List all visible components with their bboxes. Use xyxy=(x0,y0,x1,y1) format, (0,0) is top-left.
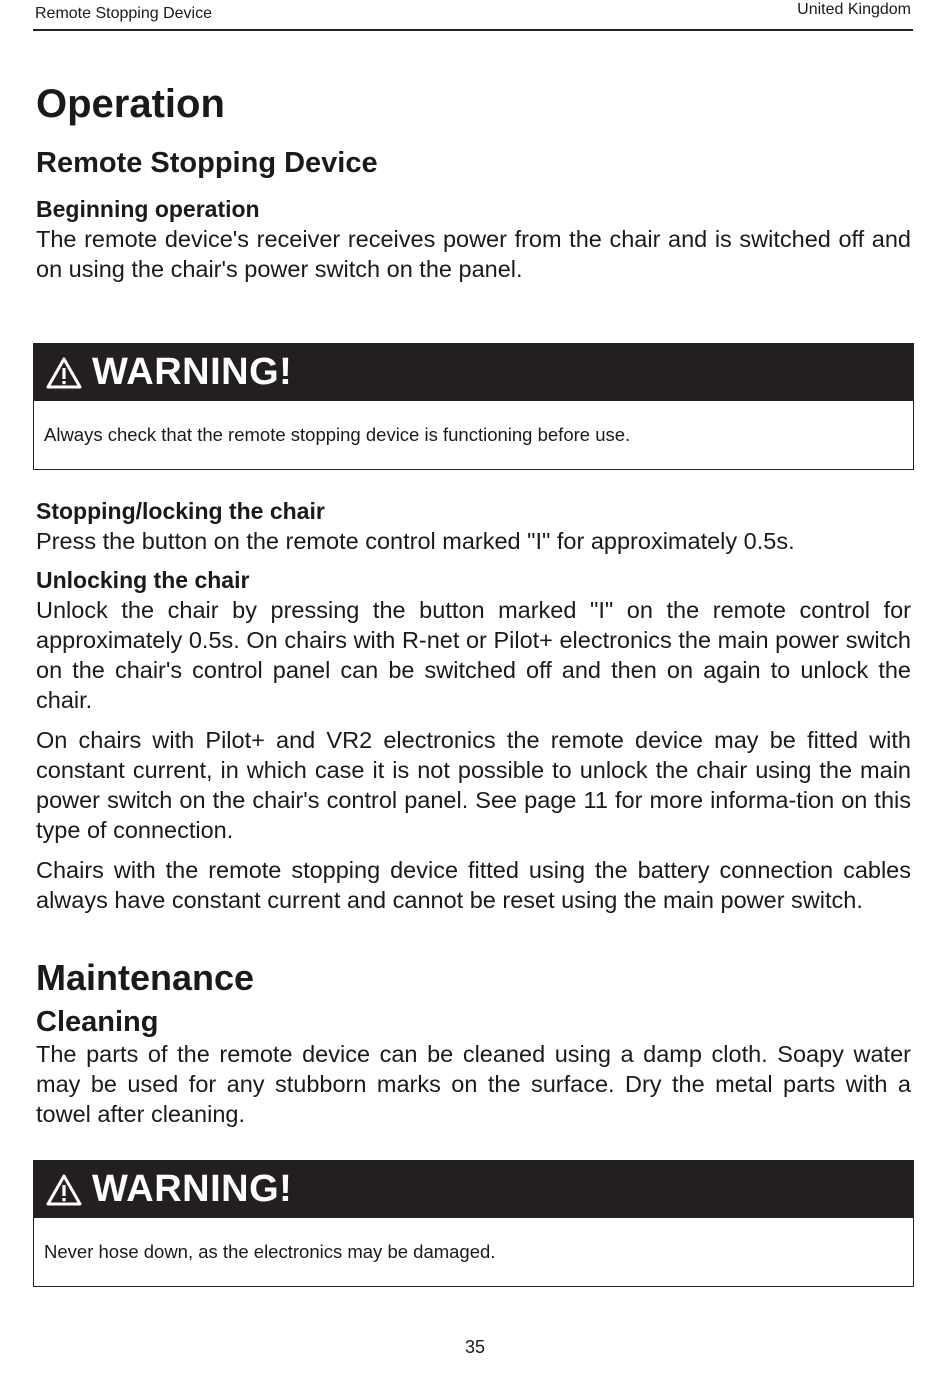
paragraph-stopping-locking: Press the button on the remote control marked "I" for approximately 0.5s. xyxy=(36,528,795,554)
page-header xyxy=(33,0,913,31)
paragraph-unlocking-3: Chairs with the remote stopping device fitted using the battery connection cables always have constant current and cannot be reset using the main power switch. xyxy=(36,857,911,913)
header-section-title: Remote Stopping Device xyxy=(35,5,212,22)
subsection-title-remote-stopping-device: Remote Stopping Device xyxy=(36,147,378,179)
warning-header xyxy=(34,1161,913,1218)
page-number: 35 xyxy=(464,1337,486,1357)
header-region: United Kingdom xyxy=(797,1,911,18)
heading-cleaning: Cleaning xyxy=(36,1006,159,1038)
warning-box-hose-down xyxy=(33,1160,914,1287)
warning-triangle-icon xyxy=(46,357,82,389)
heading-stopping-locking: Stopping/locking the chair xyxy=(36,498,325,524)
page-content xyxy=(36,80,911,1287)
section-title-operation: Operation xyxy=(36,82,225,126)
paragraph-unlocking-1: Unlock the chair by pressing the button marked "I" on the remote control for approximately 0.5s. On chairs with R-net or Pilot+ electronics the main power switch on the chair's control panel can be switched off and then on again to unlock the chair. xyxy=(36,597,911,713)
heading-unlocking: Unlocking the chair xyxy=(36,567,250,593)
paragraph-beginning-operation: The remote device's receiver receives power from the chair and is switched off and on using the chair's power switch on the panel. xyxy=(36,226,911,282)
paragraph-unlocking-2: On chairs with Pilot+ and VR2 electronics the remote device may be fitted with constant current, in which case it is not possible to unlock the chair using the main power switch on the chair's control panel. See page 11 for more informa-tion on this type of connection. xyxy=(36,727,911,843)
warning-box-check-function xyxy=(33,343,914,470)
warning-title: WARNING! xyxy=(92,1168,293,1210)
warning-header xyxy=(34,344,913,401)
warning-text: Always check that the remote stopping device is functioning before use. xyxy=(44,424,631,445)
section-title-maintenance: Maintenance xyxy=(36,957,255,998)
warning-triangle-icon xyxy=(46,1174,82,1206)
warning-text: Never hose down, as the electronics may be damaged. xyxy=(44,1241,496,1262)
paragraph-cleaning: The parts of the remote device can be cleaned using a damp cloth. Soapy water may be used for any stubborn marks on the surface. Dry the metal parts with a towel after cleaning. xyxy=(36,1041,911,1127)
warning-title: WARNING! xyxy=(92,351,293,393)
heading-beginning-operation: Beginning operation xyxy=(36,196,260,222)
